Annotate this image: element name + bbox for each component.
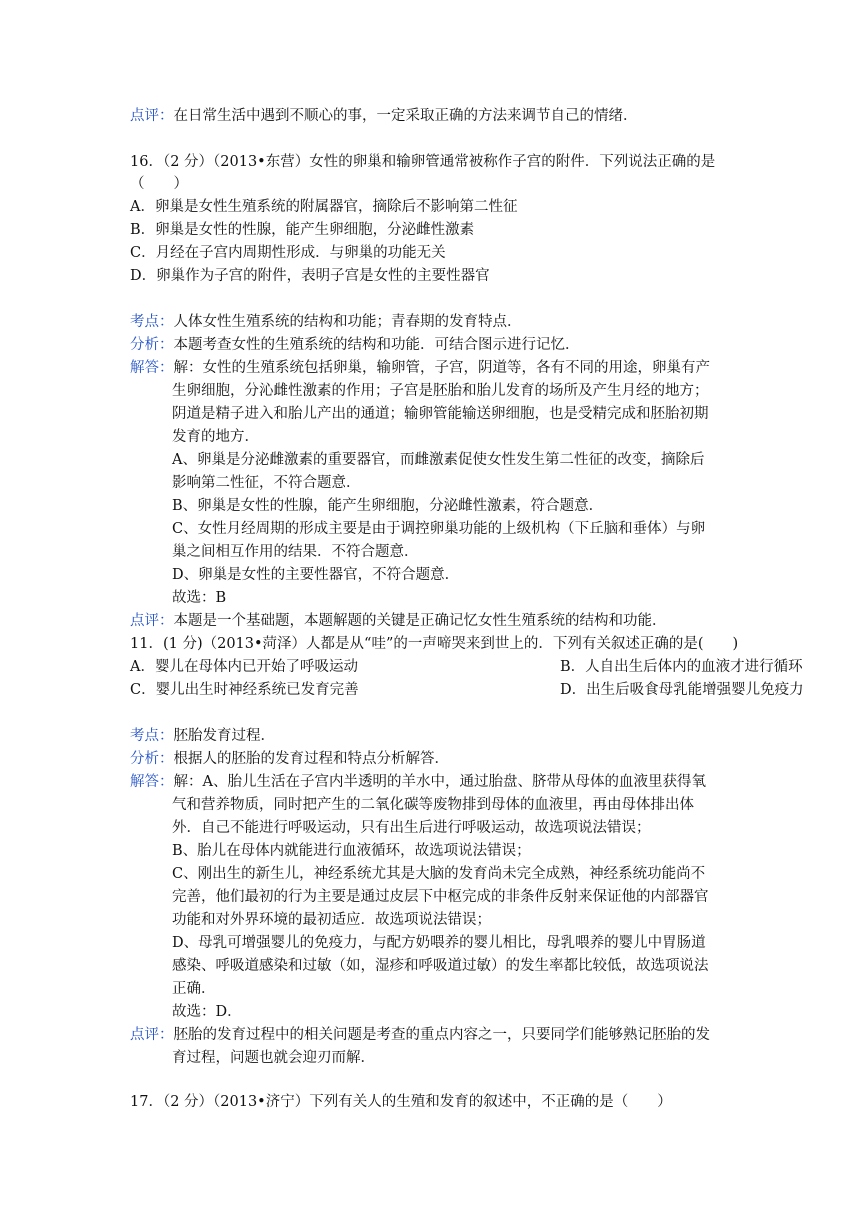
jieda-line: 完善，他们最初的行为主要是通过皮层下中枢完成的非条件反射来保证他的内部器官 [172, 889, 709, 905]
q11-fenxi [130, 749, 449, 769]
fenxi-text: 根据人的胚胎的发育过程和特点分析解答． [173, 751, 449, 767]
q11-options-row-2 [130, 680, 804, 700]
dianping-label: 点评： [130, 613, 174, 629]
jieda-line: A、卵巢是分泌雌激素的重要器官，而雌激素促使女性发生第二性征的改变，摘除后 [172, 452, 705, 468]
jieda-line: C、女性月经周期的形成主要是由于调控卵巢功能的上级机构（下丘脑和垂体）与卵 [172, 521, 706, 537]
comment-label: 点评： [130, 108, 174, 124]
q16-dianping [130, 611, 667, 631]
q17-stem: 17．（2 分）（2013•济宁）下列有关人的生殖和发育的叙述中，不正确的是（ ） [130, 1094, 672, 1110]
jieda-line: 功能和对外界环境的最初适应．故选项说法错误； [172, 912, 491, 928]
jieda-label: 解答： [130, 360, 174, 376]
comment-text: 在日常生活中遇到不顺心的事，一定采取正确的方法来调节自己的情绪． [173, 108, 638, 124]
kaodian-text: 人体女性生殖系统的结构和功能；青春期的发育特点． [173, 314, 522, 330]
dianping-line: 育过程，问题也就会迎刃而解． [172, 1050, 375, 1066]
q11-stem: 11．(1 分)（2013•菏泽）人都是从“哇”的一声啼哭来到世上的．下列有关叙述正确的是( ) [130, 636, 739, 652]
kaodian-label: 考点： [130, 728, 174, 744]
jieda-line: 阴道是精子进入和胎儿产出的通道；输卵管能输送卵细胞，也是受精完成和胚胎初期 [172, 406, 709, 422]
jieda-line: 正确． [172, 981, 216, 997]
dianping-text: 本题是一个基础题，本题解题的关键是正确记忆女性生殖系统的结构和功能． [173, 613, 667, 629]
jieda-line: 巢之间相互作用的结果．不符合题意． [172, 544, 419, 560]
fenxi-label: 分析： [130, 751, 174, 767]
q16-option-d: D．卵巢作为子宫的附件，表明子宫是女性的主要性器官 [130, 268, 490, 284]
q11-option-d: D．出生后吸食母乳能增强婴儿免疫力 [560, 682, 804, 698]
jieda-line: C、刚出生的新生儿，神经系统尤其是大脑的发育尚未完全成熟，神经系统功能尚不 [172, 866, 706, 882]
dianping-line: 胚胎的发育过程中的相关问题是考查的重点内容之一，只要同学们能够熟记胚胎的发 [173, 1027, 710, 1043]
jieda-line: 生卵细胞，分沁雌性激素的作用；子宫是胚胎和胎儿发育的场所及产生月经的地方； [172, 383, 709, 399]
jieda-line: 故选：B [172, 590, 227, 606]
jieda-line: 外．自己不能进行呼吸运动，只有出生后进行呼吸运动，故选项说法错误； [172, 820, 651, 836]
q16-jieda [130, 358, 710, 378]
q16-blank: （ ） [130, 176, 188, 192]
q11-option-a: A．婴儿在母体内已开始了呼吸运动 [130, 659, 358, 675]
jieda-line: 气和营养物质，同时把产生的二氧化碳等废物排到母体的血液里，再由母体排出体 [172, 797, 694, 813]
q16-option-a: A．卵巢是女性生殖系统的附属器官，摘除后不影响第二性征 [130, 199, 518, 215]
kaodian-label: 考点： [130, 314, 174, 330]
q16-fenxi [130, 335, 580, 355]
jieda-line: 影响第二性征，不符合题意． [172, 475, 361, 491]
jieda-line: 发育的地方． [172, 429, 259, 445]
jieda-line: D、母乳可增强婴儿的免疫力，与配方奶喂养的婴儿相比，母乳喂养的婴儿中胃肠道 [172, 935, 706, 951]
jieda-line: B、胎儿在母体内就能进行血液循环，故选项说法错误； [172, 843, 531, 859]
prev-comment-line [130, 106, 638, 126]
q16-option-b: B．卵巢是女性的性腺，能产生卵细胞，分泌雌性激素 [130, 222, 475, 238]
q11-dianping [130, 1025, 710, 1045]
q11-option-b: B．人自出生后体内的血液才进行循环 [560, 659, 803, 675]
jieda-line: 故选：D． [172, 1004, 242, 1020]
dianping-label: 点评： [130, 1027, 174, 1043]
q11-kaodian [130, 726, 275, 746]
q16-option-c: C．月经在子宫内周期性形成．与卵巢的功能无关 [130, 245, 446, 261]
jieda-line: 解：A、胎儿生活在子宫内半透明的羊水中，通过胎盘、脐带从母体的血液里获得氧 [173, 774, 706, 790]
q11-options-row-1 [130, 657, 803, 677]
q11-option-c: C．婴儿出生时神经系统已发育完善 [130, 682, 359, 698]
q16-kaodian [130, 312, 522, 332]
jieda-line: 解：女性的生殖系统包括卵巢，输卵管，子宫，阴道等，各有不同的用途，卵巢有产 [173, 360, 710, 376]
jieda-label: 解答： [130, 774, 174, 790]
jieda-line: 感染、呼吸道感染和过敏（如，湿疹和呼吸道过敏）的发生率都比较低，故选项说法 [172, 958, 709, 974]
jieda-line: B、卵巢是女性的性腺，能产生卵细胞，分泌雌性激素，符合题意． [172, 498, 604, 514]
q11-jieda [130, 772, 706, 792]
fenxi-text: 本题考查女性的生殖系统的结构和功能．可结合图示进行记忆． [173, 337, 580, 353]
kaodian-text: 胚胎发育过程． [173, 728, 275, 744]
q16-stem: 16．（2 分）（2013•东营）女性的卵巢和输卵管通常被称作子宫的附件．下列说法正确的是 [130, 154, 716, 170]
jieda-line: D、卵巢是女性的主要性器官，不符合题意． [172, 567, 460, 583]
fenxi-label: 分析： [130, 337, 174, 353]
